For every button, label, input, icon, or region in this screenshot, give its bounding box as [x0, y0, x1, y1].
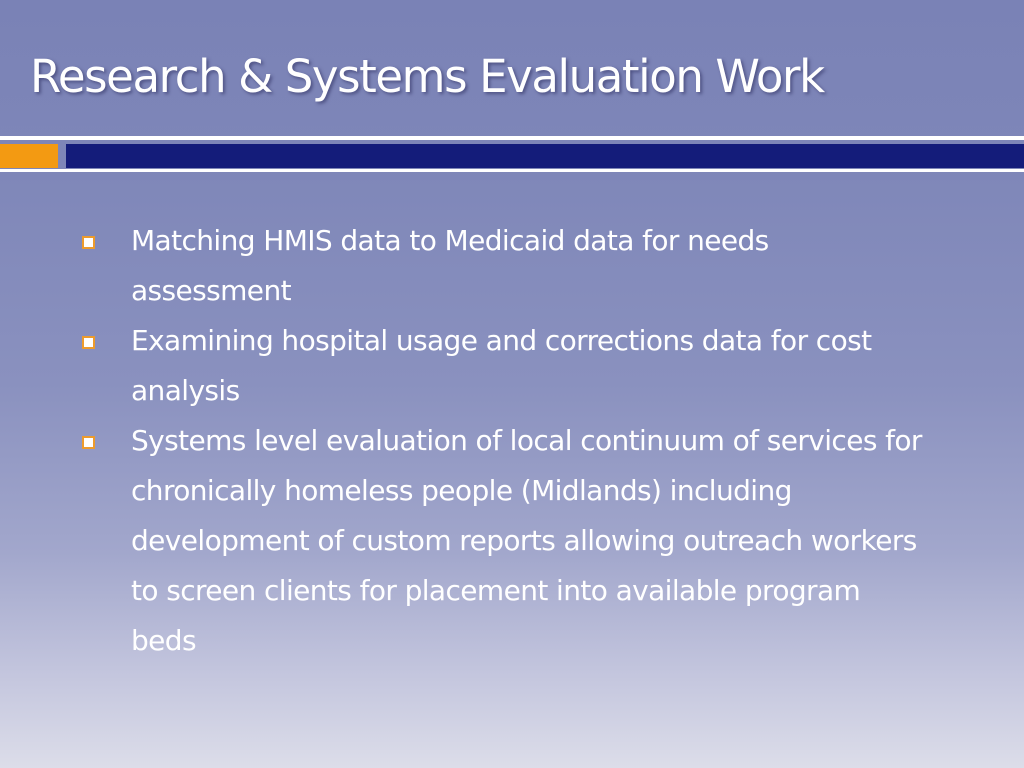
title-accent-bar-navy — [66, 144, 1024, 168]
square-bullet-icon — [82, 436, 95, 449]
bullet-list — [0, 216, 1024, 666]
bullet-text: Examining hospital usage and corrections data for cost analysis — [131, 324, 872, 407]
bullet-item — [0, 316, 931, 416]
bullet-item — [0, 416, 931, 666]
bullet-text: Systems level evaluation of local continuum of services for chronically homeless people (Midlands) including development of custom reports allowing outreach workers to screen clients for placement into available program beds — [131, 424, 922, 657]
title-divider-line-top — [0, 136, 1024, 140]
bullet-item — [0, 216, 931, 316]
square-bullet-icon — [82, 336, 95, 349]
square-bullet-icon — [82, 236, 95, 249]
title-accent-bar-orange — [0, 144, 58, 168]
bullet-text: Matching HMIS data to Medicaid data for needs assessment — [131, 224, 769, 307]
title-divider-line-bottom — [0, 169, 1024, 172]
slide-title: Research & Systems Evaluation Work — [30, 50, 824, 103]
